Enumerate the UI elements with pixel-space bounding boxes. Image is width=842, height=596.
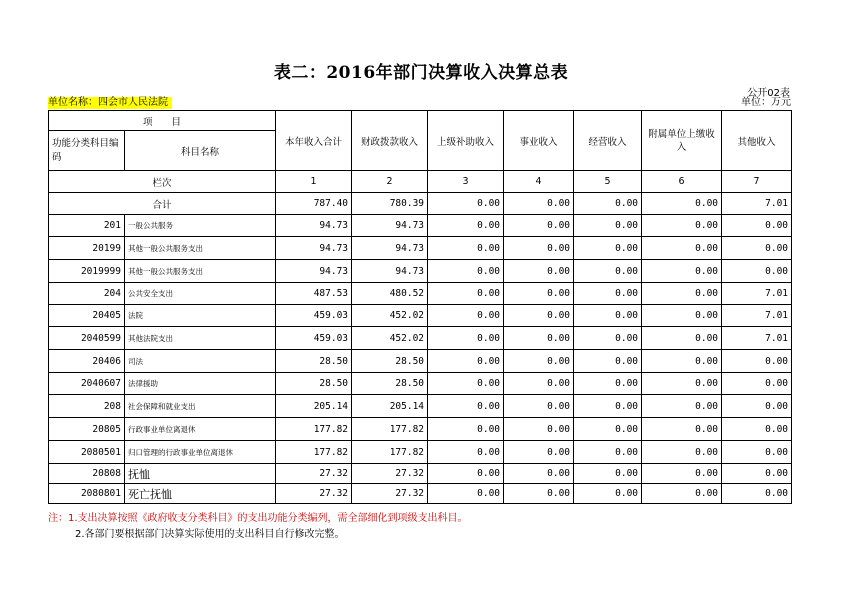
org-name: 单位名称：四会市人民法院 bbox=[48, 97, 172, 109]
row-value: 0.00 bbox=[428, 260, 504, 283]
row-value: 452.02 bbox=[352, 327, 428, 350]
note-1: 注：1.支出决算按照《政府收支分类科目》的支出功能分类编列，需全部细化到项级支出科目。 bbox=[48, 513, 468, 524]
row-value: 0.00 bbox=[428, 484, 504, 504]
row-value: 0.00 bbox=[642, 260, 722, 283]
row-value: 452.02 bbox=[352, 305, 428, 327]
row-value: 487.53 bbox=[276, 283, 352, 305]
row-name: 归口管理的行政事业单位离退休 bbox=[125, 441, 276, 464]
row-value: 0.00 bbox=[504, 395, 574, 418]
row-value: 0.00 bbox=[428, 327, 504, 350]
row-value: 0.00 bbox=[574, 464, 642, 484]
row-value: 27.32 bbox=[352, 484, 428, 504]
row-name: 法律援助 bbox=[125, 373, 276, 395]
row-value: 0.00 bbox=[504, 418, 574, 441]
col-index-6: 6 bbox=[642, 171, 722, 193]
note-2: 2.各部门要根据部门决算实际使用的支出科目自行修改完整。 bbox=[75, 529, 345, 540]
row-value: 0.00 bbox=[574, 305, 642, 327]
row-value: 0.00 bbox=[574, 237, 642, 260]
row-value: 28.50 bbox=[352, 350, 428, 373]
row-value: 0.00 bbox=[642, 350, 722, 373]
row-value: 0.00 bbox=[428, 237, 504, 260]
row-value: 0.00 bbox=[574, 283, 642, 305]
row-value: 0.00 bbox=[504, 305, 574, 327]
row-value: 459.03 bbox=[276, 305, 352, 327]
row-value: 0.00 bbox=[722, 215, 792, 237]
table-row bbox=[49, 484, 792, 504]
income-table bbox=[48, 110, 792, 504]
row-value: 0.00 bbox=[722, 260, 792, 283]
row-value: 0.00 bbox=[574, 441, 642, 464]
row-value: 7.01 bbox=[722, 305, 792, 327]
col-index-5: 5 bbox=[574, 171, 642, 193]
row-value: 0.00 bbox=[504, 237, 574, 260]
row-value: 94.73 bbox=[276, 260, 352, 283]
row-name: 死亡抚恤 bbox=[125, 484, 276, 504]
table-row bbox=[49, 237, 792, 260]
row-value: 0.00 bbox=[642, 395, 722, 418]
row-value: 28.50 bbox=[276, 373, 352, 395]
row-value: 0.00 bbox=[504, 327, 574, 350]
total-value: 0.00 bbox=[428, 193, 504, 215]
total-row bbox=[49, 193, 792, 215]
total-value: 780.39 bbox=[352, 193, 428, 215]
code-header: 功能分类科目编码 bbox=[49, 131, 125, 171]
table-row bbox=[49, 418, 792, 441]
table-row bbox=[49, 373, 792, 395]
table-row bbox=[49, 441, 792, 464]
row-value: 177.82 bbox=[352, 418, 428, 441]
table-row bbox=[49, 305, 792, 327]
unit-label: 单位：万元 bbox=[741, 97, 791, 108]
col-header-5: 经营收入 bbox=[574, 111, 642, 171]
row-value: 28.50 bbox=[352, 373, 428, 395]
col-header-1: 本年收入合计 bbox=[276, 111, 352, 171]
row-value: 0.00 bbox=[642, 464, 722, 484]
row-value: 205.14 bbox=[276, 395, 352, 418]
row-code: 201 bbox=[49, 215, 125, 237]
row-value: 0.00 bbox=[428, 395, 504, 418]
unit-row bbox=[48, 97, 791, 109]
row-value: 0.00 bbox=[642, 373, 722, 395]
row-value: 0.00 bbox=[722, 395, 792, 418]
row-value: 205.14 bbox=[352, 395, 428, 418]
row-code: 204 bbox=[49, 283, 125, 305]
row-value: 0.00 bbox=[642, 305, 722, 327]
total-value: 0.00 bbox=[504, 193, 574, 215]
row-value: 0.00 bbox=[722, 237, 792, 260]
row-code: 2040607 bbox=[49, 373, 125, 395]
row-name: 行政事业单位离退休 bbox=[125, 418, 276, 441]
row-value: 0.00 bbox=[428, 283, 504, 305]
row-code: 2080501 bbox=[49, 441, 125, 464]
item-header: 项 目 bbox=[49, 111, 276, 131]
row-value: 0.00 bbox=[642, 418, 722, 441]
row-value: 7.01 bbox=[722, 327, 792, 350]
col-header-2: 财政拨款收入 bbox=[352, 111, 428, 171]
row-value: 0.00 bbox=[574, 350, 642, 373]
row-value: 0.00 bbox=[574, 260, 642, 283]
total-label: 合计 bbox=[49, 193, 276, 215]
row-name: 其他一般公共服务支出 bbox=[125, 237, 276, 260]
row-value: 0.00 bbox=[574, 484, 642, 504]
row-value: 0.00 bbox=[504, 373, 574, 395]
row-value: 0.00 bbox=[722, 350, 792, 373]
row-value: 0.00 bbox=[642, 484, 722, 504]
col-header-3: 上级补助收入 bbox=[428, 111, 504, 171]
row-value: 0.00 bbox=[428, 373, 504, 395]
row-name: 公共安全支出 bbox=[125, 283, 276, 305]
row-value: 0.00 bbox=[642, 327, 722, 350]
row-value: 7.01 bbox=[722, 283, 792, 305]
total-value: 787.40 bbox=[276, 193, 352, 215]
col-index-2: 2 bbox=[352, 171, 428, 193]
row-name: 一般公共服务 bbox=[125, 215, 276, 237]
row-value: 0.00 bbox=[504, 350, 574, 373]
row-value: 94.73 bbox=[352, 237, 428, 260]
row-value: 94.73 bbox=[276, 237, 352, 260]
row-value: 0.00 bbox=[642, 237, 722, 260]
row-value: 0.00 bbox=[574, 327, 642, 350]
row-value: 94.73 bbox=[352, 215, 428, 237]
row-value: 459.03 bbox=[276, 327, 352, 350]
col-index-row bbox=[49, 171, 792, 193]
row-value: 0.00 bbox=[642, 283, 722, 305]
row-code: 2040599 bbox=[49, 327, 125, 350]
row-value: 0.00 bbox=[428, 441, 504, 464]
row-value: 0.00 bbox=[574, 215, 642, 237]
row-value: 0.00 bbox=[722, 373, 792, 395]
row-code: 20406 bbox=[49, 350, 125, 373]
col-header-6: 附属单位上缴收入 bbox=[642, 111, 722, 171]
table-row bbox=[49, 327, 792, 350]
row-value: 0.00 bbox=[642, 441, 722, 464]
total-value: 7.01 bbox=[722, 193, 792, 215]
row-value: 0.00 bbox=[722, 418, 792, 441]
row-code: 20805 bbox=[49, 418, 125, 441]
row-value: 0.00 bbox=[722, 484, 792, 504]
col-index-7: 7 bbox=[722, 171, 792, 193]
row-name: 抚恤 bbox=[125, 464, 276, 484]
col-header-7: 其他收入 bbox=[722, 111, 792, 171]
row-value: 0.00 bbox=[428, 418, 504, 441]
row-value: 0.00 bbox=[574, 395, 642, 418]
row-value: 177.82 bbox=[352, 441, 428, 464]
row-value: 0.00 bbox=[504, 441, 574, 464]
row-code: 20405 bbox=[49, 305, 125, 327]
row-value: 0.00 bbox=[428, 464, 504, 484]
row-name: 其他一般公共服务支出 bbox=[125, 260, 276, 283]
table-row bbox=[49, 283, 792, 305]
row-value: 0.00 bbox=[722, 464, 792, 484]
row-value: 177.82 bbox=[276, 441, 352, 464]
name-header: 科目名称 bbox=[125, 131, 276, 171]
row-value: 0.00 bbox=[642, 215, 722, 237]
row-code: 2019999 bbox=[49, 260, 125, 283]
total-value: 0.00 bbox=[642, 193, 722, 215]
row-code: 20808 bbox=[49, 464, 125, 484]
row-value: 28.50 bbox=[276, 350, 352, 373]
row-name: 其他法院支出 bbox=[125, 327, 276, 350]
col-index-1: 1 bbox=[276, 171, 352, 193]
row-value: 0.00 bbox=[504, 260, 574, 283]
form-code: 公开02表 bbox=[747, 88, 790, 99]
row-name: 法院 bbox=[125, 305, 276, 327]
table-row bbox=[49, 350, 792, 373]
row-value: 0.00 bbox=[428, 350, 504, 373]
row-value: 94.73 bbox=[352, 260, 428, 283]
table-row bbox=[49, 260, 792, 283]
row-value: 27.32 bbox=[352, 464, 428, 484]
col-header-4: 事业收入 bbox=[504, 111, 574, 171]
row-value: 0.00 bbox=[504, 484, 574, 504]
table-row bbox=[49, 215, 792, 237]
header-row-1 bbox=[49, 111, 792, 131]
col-index-3: 3 bbox=[428, 171, 504, 193]
row-value: 0.00 bbox=[428, 305, 504, 327]
row-value: 0.00 bbox=[504, 283, 574, 305]
row-value: 177.82 bbox=[276, 418, 352, 441]
row-value: 480.52 bbox=[352, 283, 428, 305]
row-value: 0.00 bbox=[574, 373, 642, 395]
row-value: 0.00 bbox=[428, 215, 504, 237]
row-value: 27.32 bbox=[276, 464, 352, 484]
row-value: 0.00 bbox=[722, 441, 792, 464]
total-value: 0.00 bbox=[574, 193, 642, 215]
row-code: 20199 bbox=[49, 237, 125, 260]
row-value: 0.00 bbox=[574, 418, 642, 441]
row-code: 2080801 bbox=[49, 484, 125, 504]
row-code: 208 bbox=[49, 395, 125, 418]
row-name: 社会保障和就业支出 bbox=[125, 395, 276, 418]
table-row bbox=[49, 464, 792, 484]
col-index-4: 4 bbox=[504, 171, 574, 193]
row-value: 27.32 bbox=[276, 484, 352, 504]
row-value: 94.73 bbox=[276, 215, 352, 237]
col-index-label: 栏次 bbox=[49, 171, 276, 193]
table-row bbox=[49, 395, 792, 418]
row-value: 0.00 bbox=[504, 464, 574, 484]
page-title: 表二：2016年部门决算收入决算总表 bbox=[273, 63, 569, 83]
row-name: 司法 bbox=[125, 350, 276, 373]
row-value: 0.00 bbox=[504, 215, 574, 237]
